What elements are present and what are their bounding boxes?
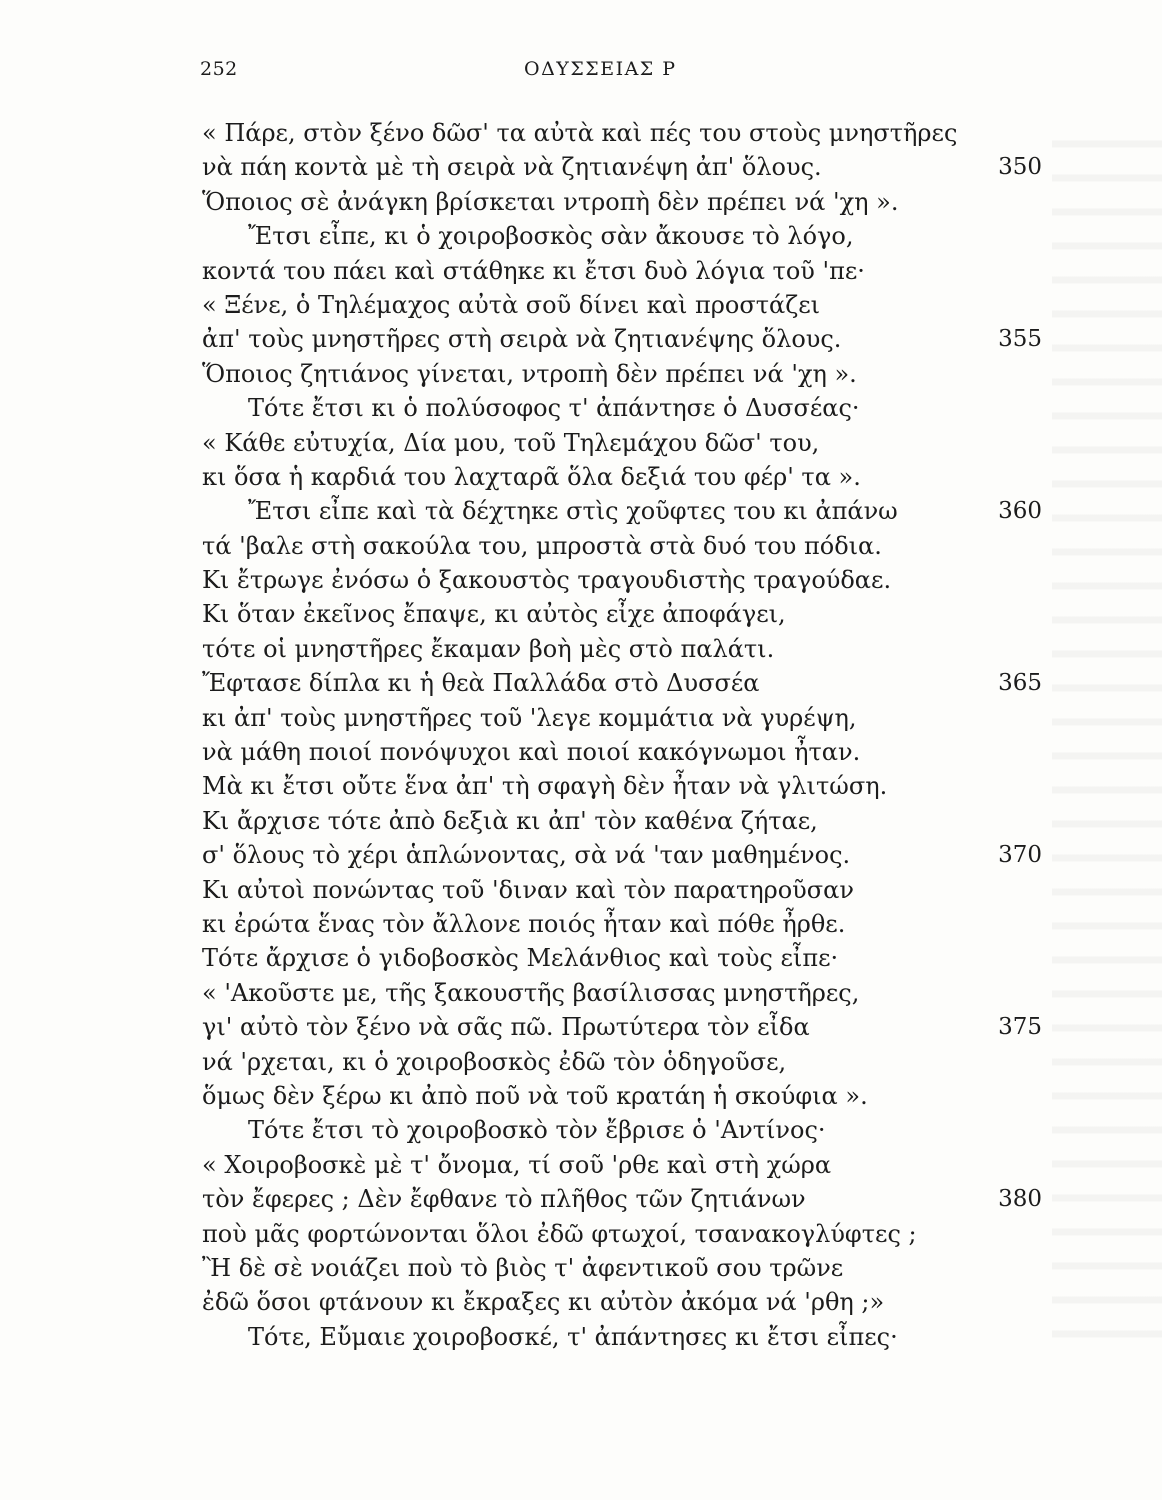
verse-text: Ὅποιος ζητιάνος γίνεται, ντροπὴ δὲν πρέπει νά 'χη ». — [202, 359, 857, 388]
line-number: 380 — [998, 1186, 1042, 1213]
verse-line — [202, 1010, 1042, 1044]
verse-line — [202, 907, 1042, 941]
verse-line — [202, 150, 1042, 184]
verse-text: τότε οἱ μνηστῆρες ἔκαμαν βοὴ μὲς στὸ παλάτι. — [202, 634, 775, 663]
verse-text: « Πάρε, στὸν ξένο δῶσ' τα αὐτὰ καὶ πές του στοὺς μνηστῆρες — [202, 119, 958, 147]
verse-text: ἐδῶ ὅσοι φτάνουν κι ἔκραξες κι αὐτὸν ἀκόμα νά 'ρθη ;» — [202, 1288, 885, 1317]
verse-line — [202, 597, 1042, 631]
verse-text: Κι ἔτρωγε ἐνόσω ὁ ξακουστὸς τραγουδιστὴς τραγούδαε. — [202, 566, 892, 595]
verse-text: « 'Ακοῦστε με, τῆς ξακουστῆς βασίλισσας μνηστῆρες, — [202, 978, 860, 1007]
verse-line — [202, 357, 1042, 391]
verse-line — [202, 666, 1042, 700]
verse-line — [202, 322, 1042, 356]
verse-text: σ' ὅλους τὸ χέρι ἁπλώνοντας, σὰ νά 'ταν μαθημένος. — [202, 841, 851, 870]
verse-text: κι ἐρώτα ἕνας τὸν ἄλλονε ποιός ἦταν καὶ πόθε ἦρθε. — [202, 909, 846, 938]
verse-line — [202, 1320, 1042, 1354]
verse-text: ὅμως δὲν ξέρω κι ἀπὸ ποῦ νὰ τοῦ κρατάη ἡ σκούφια ». — [202, 1081, 868, 1110]
verse-line — [202, 769, 1042, 803]
verse-line — [202, 529, 1042, 563]
verse-line — [202, 701, 1042, 735]
verse-line — [202, 1113, 1042, 1147]
verse-text: Ἢ δὲ σὲ νοιάζει ποὺ τὸ βιὸς τ' ἀφεντικοῦ σου τρῶνε — [202, 1253, 844, 1282]
verse-line — [202, 1217, 1042, 1251]
verse-line — [202, 563, 1042, 597]
verse-text: κι ὅσα ἡ καρδιά του λαχταρᾶ ὅλα δεξιά του φέρ' τα ». — [202, 462, 861, 491]
verse-block — [202, 116, 1042, 1354]
verse-line — [202, 1079, 1042, 1113]
verse-text: νά 'ρχεται, κι ὁ χοιροβοσκὸς ἐδῶ τὸν ὁδηγοῦσε, — [202, 1047, 787, 1076]
verse-line — [202, 873, 1042, 907]
verse-text: ποὺ μᾶς φορτώνονται ὅλοι ἐδῶ φτωχοί, τσανακογλύφτες ; — [202, 1219, 917, 1248]
line-number: 365 — [998, 670, 1042, 697]
verse-line — [202, 460, 1042, 494]
verse-line — [202, 1182, 1042, 1216]
verse-line — [202, 116, 1042, 150]
line-number: 350 — [998, 154, 1042, 181]
line-number: 370 — [998, 842, 1042, 869]
verse-text: κοντά του πάει καὶ στάθηκε κι ἔτσι δυὸ λόγια τοῦ 'πε· — [202, 256, 865, 285]
verse-text: Ἔφτασε δίπλα κι ἡ θεὰ Παλλάδα στὸ Δυσσέα — [202, 669, 760, 698]
line-number: 375 — [998, 1014, 1042, 1041]
verse-line — [202, 632, 1042, 666]
verse-line — [202, 976, 1042, 1010]
verse-text: « Κάθε εὐτυχία, Δία μου, τοῦ Τηλεμάχου δῶσ' του, — [202, 428, 820, 457]
verse-line — [202, 941, 1042, 975]
verse-text: ἀπ' τοὺς μνηστῆρες στὴ σειρὰ νὰ ζητιανέψης ὅλους. — [202, 325, 842, 354]
verse-text: « Ξένε, ὁ Τηλέμαχος αὐτὰ σοῦ δίνει καὶ προστάζει — [202, 290, 821, 319]
show-through-texture — [1052, 120, 1162, 1360]
verse-text: Κι αὐτοὶ πονώντας τοῦ 'διναν καὶ τὸν παρατηροῦσαν — [202, 875, 854, 904]
verse-text: νὰ μάθη ποιοί πονόψυχοι καὶ ποιοί κακόγνωμοι ἦταν. — [202, 738, 861, 767]
line-number: 360 — [998, 498, 1042, 525]
verse-text: Τότε ἄρχισε ὁ γιδοβοσκὸς Μελάνθιος καὶ τοὺς εἶπε· — [202, 944, 839, 973]
verse-line — [202, 1251, 1042, 1285]
verse-text: Κι ὅταν ἐκεῖνος ἔπαψε, κι αὐτὸς εἶχε ἀποφάγει, — [202, 600, 786, 629]
verse-line — [202, 804, 1042, 838]
verse-text: Μὰ κι ἔτσι οὔτε ἕνα ἀπ' τὴ σφαγὴ δὲν ἦταν νὰ γλιτώση. — [202, 772, 888, 801]
verse-text: τὸν ἔφερες ; Δὲν ἔφθανε τὸ πλῆθος τῶν ζητιάνων — [202, 1185, 806, 1214]
page-number: 252 — [200, 58, 238, 80]
verse-line — [202, 288, 1042, 322]
verse-text: γι' αὐτὸ τὸν ξένο νὰ σᾶς πῶ. Πρωτύτερα τὸν εἶδα — [202, 1013, 810, 1042]
verse-line — [202, 838, 1042, 872]
verse-line — [202, 735, 1042, 769]
verse-line — [202, 1045, 1042, 1079]
verse-line — [202, 1285, 1042, 1319]
verse-text: Ἔτσι εἶπε, κι ὁ χοιροβοσκὸς σὰν ἄκουσε τὸ λόγο, — [248, 222, 854, 251]
verse-text: Τότε ἔτσι τὸ χοιροβοσκὸ τὸν ἔβρισε ὁ 'Αντίνος· — [248, 1116, 826, 1145]
verse-text: Κι ἄρχισε τότε ἀπὸ δεξιὰ κι ἀπ' τὸν καθένα ζήταε, — [202, 806, 818, 835]
verse-line — [202, 494, 1042, 528]
verse-text: κι ἀπ' τοὺς μνηστῆρες τοῦ 'λεγε κομμάτια νὰ γυρέψη, — [202, 703, 857, 732]
verse-line — [202, 1148, 1042, 1182]
verse-line — [202, 391, 1042, 425]
verse-line — [202, 426, 1042, 460]
verse-line — [202, 254, 1042, 288]
running-title: ΟΔΥΣΣΕΙΑΣ Ρ — [524, 58, 677, 80]
verse-text: Ὅποιος σὲ ἀνάγκη βρίσκεται ντροπὴ δὲν πρέπει νά 'χη ». — [202, 187, 899, 216]
verse-text: « Χοιροβοσκὲ μὲ τ' ὄνομα, τί σοῦ 'ρθε καὶ στὴ χώρα — [202, 1150, 832, 1179]
verse-text: νὰ πάη κοντὰ μὲ τὴ σειρὰ νὰ ζητιανέψη ἀπ' ὅλους. — [202, 153, 822, 182]
verse-text: Τότε, Εὔμαιε χοιροβοσκέ, τ' ἀπάντησες κι ἔτσι εἶπες· — [248, 1322, 898, 1351]
verse-text: τά 'βαλε στὴ σακούλα του, μπροστὰ στὰ δυό του πόδια. — [202, 531, 882, 560]
verse-line — [202, 185, 1042, 219]
verse-line — [202, 219, 1042, 253]
line-number: 355 — [998, 326, 1042, 353]
verse-text: Τότε ἔτσι κι ὁ πολύσοφος τ' ἀπάντησε ὁ Δυσσέας· — [248, 394, 860, 423]
verse-text: Ἔτσι εἶπε καὶ τὰ δέχτηκε στὶς χοῦφτες του κι ἀπάνω — [248, 497, 898, 526]
